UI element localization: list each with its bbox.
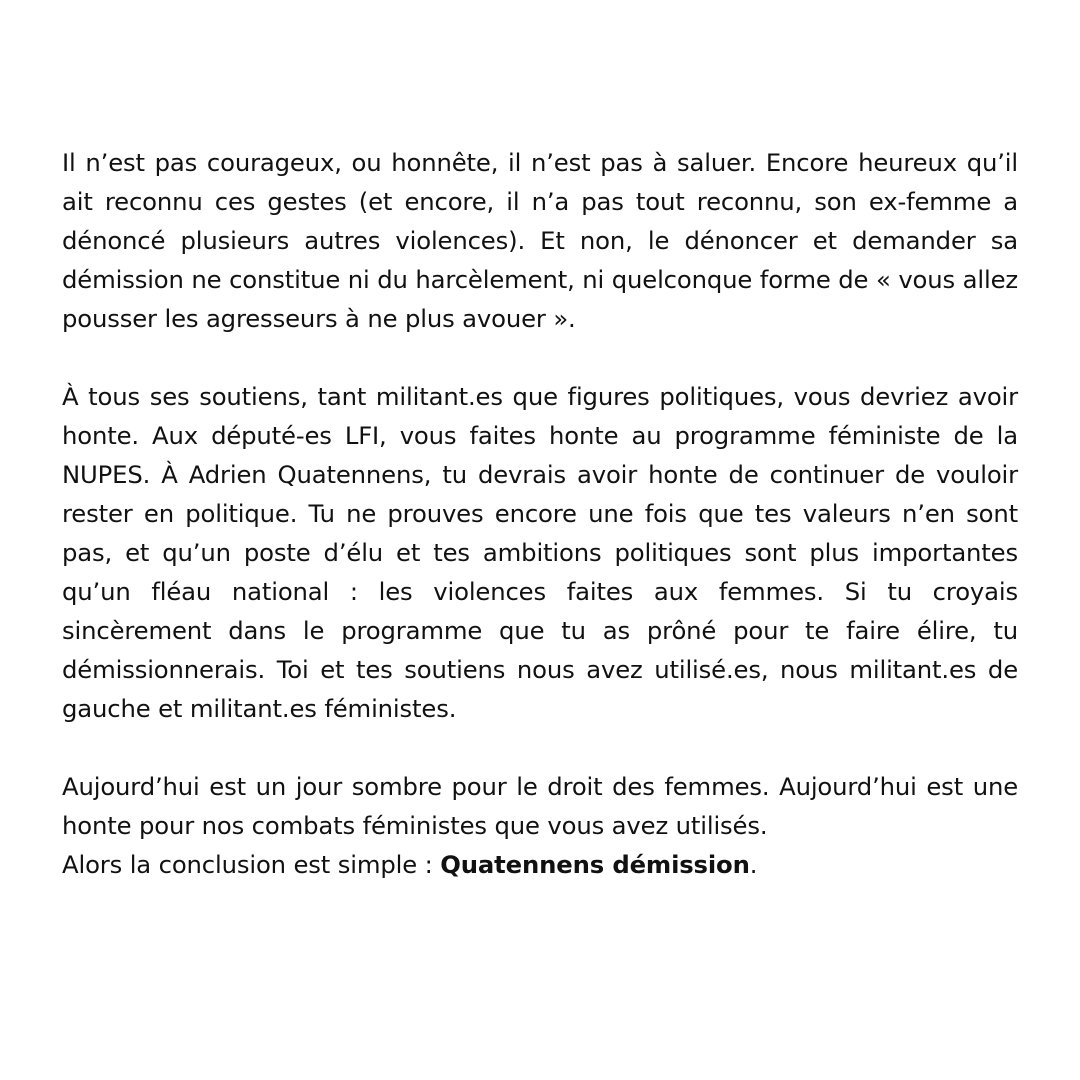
paragraph-3-text: Aujourd’hui est un jour sombre pour le droit des femmes. Aujourd’hui est une honte pour nos combats féministes que vous avez utilisés. (62, 772, 1018, 840)
paragraph-3 (62, 767, 1018, 884)
conclusion-line (62, 845, 1018, 884)
paragraph-1: Il n’est pas courageux, ou honnête, il n’est pas à saluer. Encore heureux qu’il ait reconnu ces gestes (et encore, il n’a pas tout reconnu, son ex-femme a dénoncé plusieurs autres violences). Et non, le dénoncer et demander sa démission ne constitue ni du harcèlement, ni quelconque forme de « vous allez pousser les agresseurs à ne plus avouer ». (62, 148, 1018, 333)
conclusion-emphasis: Quatennens démission (440, 850, 750, 879)
statement-text (62, 143, 1018, 884)
conclusion-prefix: Alors la conclusion est simple : (62, 850, 441, 879)
paragraph-2: À tous ses soutiens, tant militant.es que figures politiques, vous devriez avoir honte. Aux député-es LFI, vous faites honte au programme féministe de la NUPES. À Adrien Quatennens, tu devrais avoir honte de continuer de vouloir rester en politique. Tu ne prouves encore une fois que tes valeurs n’en sont pas, et qu’un poste d’élu et tes ambitions politiques sont plus importantes qu’un fléau national : les violences faites aux femmes. Si tu croyais sincèrement dans le programme que tu as prôné pour te faire élire, tu démissionnerais. Toi et tes soutiens nous avez utilisé.es, nous militant.es de gauche et militant.es féministes. (62, 382, 1018, 723)
conclusion-suffix: . (749, 850, 758, 879)
